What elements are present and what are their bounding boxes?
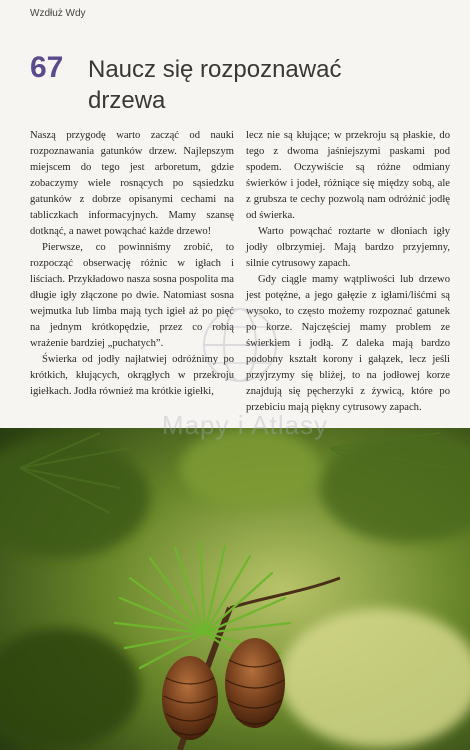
running-head: Wzdłuż Wdy bbox=[30, 8, 86, 19]
chapter-title: Naucz się rozpoznawać drzewa bbox=[88, 56, 342, 114]
paragraph: Pierwsze, co powinniśmy zrobić, to rozpocząć obserwację różnic w igłach i liściach. Przykładowo nasza sosna pospolita ma długie igły złączone po dwie. Natomiast sosna wejmutka lub limba mają tych igieł aż po pięć na jednym krótkopędzie, przez co robią wrażenie bardziej „puchatych”. bbox=[30, 242, 234, 349]
paragraph: lecz nie są kłujące; w przekroju są płaskie, do tego z dwoma jaśniejszymi paskami pod spodem. Oczywiście są różne odmiany świerków i jodeł, różniące się między sobą, ale z grubsza te cechy pozwolą nam odróżnić jodłę od świerka. bbox=[246, 130, 450, 221]
paragraph: Naszą przygodę warto zacząć od nauki rozpoznawania gatunków drzew. Najlepszym miejscem do tego jest arboretum, gdzie zobaczymy wiele rosnących po sąsiedzku gatunków z dobrze opisanymi cechami na tabliczkach informacyjnych. Mamy szansę dotknąć, a nawet powąchać każde drzewo! bbox=[30, 130, 234, 237]
larch-photo bbox=[0, 428, 470, 750]
watermark: Mapy i Atlasy bbox=[161, 410, 329, 440]
paragraph: Świerka od jodły najłatwiej odróżnimy po krótkich, kłujących, okrągłych w przekroju igiełkach. Jodła również ma krótkie igiełki, bbox=[30, 354, 234, 397]
larch-branch-image bbox=[0, 428, 470, 750]
paragraph: Warto powąchać roztarte w dłoniach igły jodły olbrzymiej. Mają bardzo przyjemny, silnie cytrusowy zapach. bbox=[246, 226, 450, 269]
watermark-globe-icon bbox=[200, 305, 280, 385]
chapter-number: 67 bbox=[30, 51, 64, 84]
paragraph: Gdy ciągle mamy wątpliwości lub drzewo jest potężne, a jego gałęzie z igłami/liśćmi są wysoko, to często możemy rozpoznać gatunek po korze. Najczęściej mamy problem ze świerkiem i jodłą. Z daleka mają bardzo podobny kształt korony i gałązek, lecz jeśli przyjrzymy się bliżej, to na jodłowej korze znajdują się pęcherzyki z żywicą, które po przebiciu mają piękny cytrusowy zapach. bbox=[246, 274, 450, 413]
